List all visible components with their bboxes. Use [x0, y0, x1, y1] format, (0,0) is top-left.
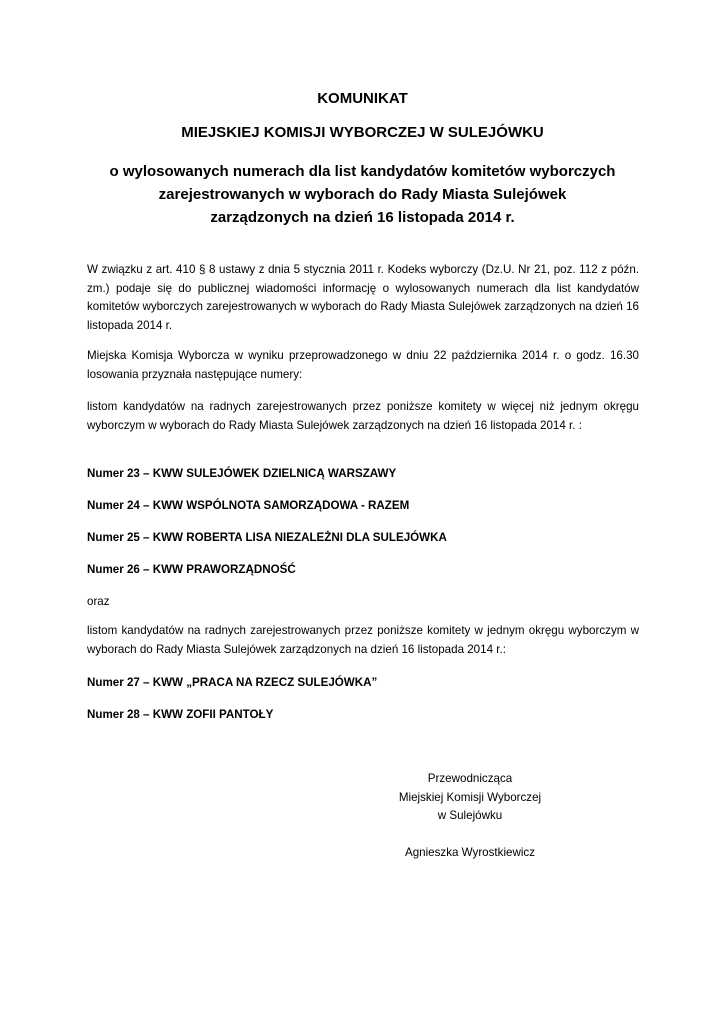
description-line-2: zarejestrowanych w wyborach do Rady Miasta Sulejówek [158, 186, 567, 203]
document-description [60, 160, 665, 229]
list-number-26: Numer 26 – KWW PRAWORZĄDNOŚĆ [87, 563, 296, 576]
single-district-paragraph: listom kandydatów na radnych zarejestrowanych przez poniższe komitety w jednym okręgu wyborczym w wyborach do Rady Miasta Sulejówek zarządzonych na dzień 16 listopada 2014 r.: [87, 624, 639, 656]
document-title: KOMUNIKAT [317, 90, 408, 107]
description-line-3: zarządzonych na dzień 16 listopada 2014 r. [210, 209, 515, 226]
oraz-connector: oraz [87, 595, 110, 608]
signature-body: Miejskiej Komisji Wyborczej [398, 790, 542, 804]
signature-place: w Sulejówku [437, 809, 503, 822]
list-number-28: Numer 28 – KWW ZOFII PANTOŁY [87, 708, 274, 721]
signature-block [370, 770, 570, 862]
list-number-27: Numer 27 – KWW „PRACA NA RZECZ SULEJÓWKA” [87, 676, 378, 689]
lottery-paragraph: Miejska Komisja Wyborcza w wyniku przeprowadzonego w dniu 22 października 2014 r. o godz. 16.30 losowania przyznała następujące numery: [87, 349, 639, 381]
signature-name: Agnieszka Wyrostkiewicz [404, 845, 536, 859]
list-number-23: Numer 23 – KWW SULEJÓWEK DZIELNICĄ WARSZAWY [87, 467, 397, 480]
signature-role: Przewodnicząca [427, 772, 513, 785]
list-number-25: Numer 25 – KWW ROBERTA LISA NIEZALEŻNI DLA SULEJÓWKA [87, 531, 447, 544]
intro-paragraph: W związku z art. 410 § 8 ustawy z dnia 5 stycznia 2011 r. Kodeks wyborczy (Dz.U. Nr 21, poz. 112 z późn. zm.) podaje się do publicznej wiadomości informację o wylosowanych numerach dla list kandydatów komitetów wyborczych zarejestrowanych w wyborach do Rady Miasta Sulejówek zarządzonych na dzień 16 listopada 2014 r. [87, 263, 639, 332]
list-number-24: Numer 24 – KWW WSPÓLNOTA SAMORZĄDOWA - RAZEM [87, 499, 410, 512]
document-subtitle: MIEJSKIEJ KOMISJI WYBORCZEJ W SULEJÓWKU [181, 124, 544, 141]
multi-district-paragraph: listom kandydatów na radnych zarejestrowanych przez poniższe komitety w więcej niż jednym okręgu wyborczym w wyborach do Rady Miasta Sulejówek zarządzonych na dzień 16 listopada 2014 r. : [87, 400, 639, 432]
description-line-1: o wylosowanych numerach dla list kandydatów komitetów wyborczych [109, 163, 616, 180]
